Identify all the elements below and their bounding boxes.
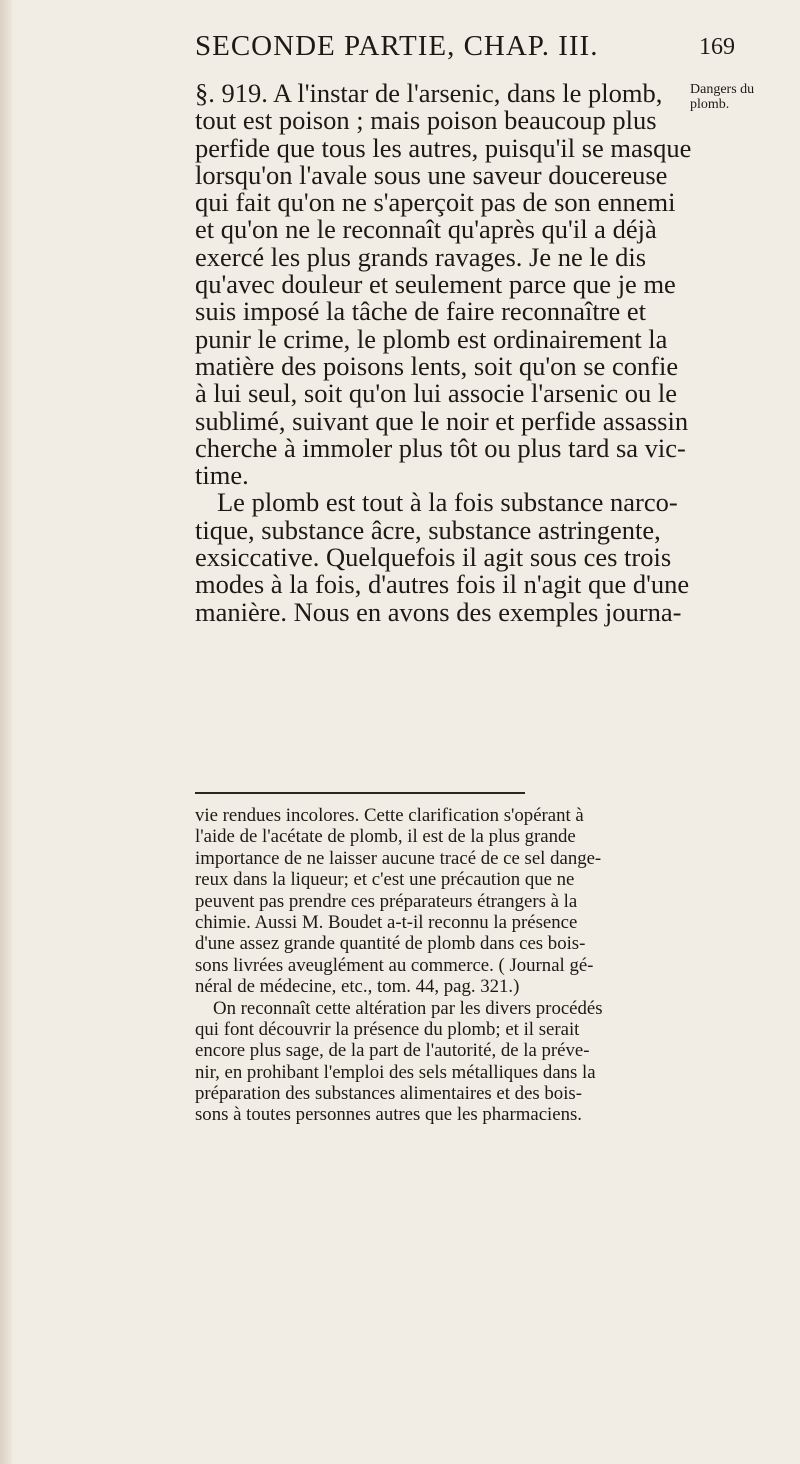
page-binding-edge bbox=[0, 0, 12, 1464]
footnote-line: d'une assez grande quantité de plomb dans ces bois- bbox=[195, 933, 586, 955]
text-line: time. bbox=[195, 460, 249, 491]
footnote bbox=[195, 805, 755, 1126]
footnote-line: chimie. Aussi M. Boudet a-t-il reconnu la présence bbox=[195, 911, 578, 933]
text-line: manière. Nous en avons des exemples journa- bbox=[195, 596, 682, 627]
footnote-line: qui font découvrir la présence du plomb; et il serait bbox=[195, 1018, 580, 1040]
page-number: 169 bbox=[699, 34, 735, 60]
footnote-line: importance de ne laisser aucune tracé de ce sel dange- bbox=[195, 847, 602, 869]
footnote-line: l'aide de l'acétate de plomb, il est de la plus grande bbox=[195, 826, 576, 848]
footnote-line: nir, en prohibant l'emploi des sels métalliques dans la bbox=[195, 1061, 596, 1083]
footnote-line: sons à toutes personnes autres que les pharmaciens. bbox=[195, 1104, 582, 1126]
footnote-line: sons livrées aveuglément au commerce. ( Journal gé- bbox=[195, 954, 594, 976]
page-header bbox=[195, 30, 755, 66]
footnote-line: néral de médecine, etc., tom. 44, pag. 321.) bbox=[195, 976, 520, 998]
main-text bbox=[195, 80, 755, 626]
text-line: Le plomb est tout à la fois substance narco- bbox=[217, 487, 678, 518]
text-line: lorsqu'on l'avale sous une saveur doucereuse bbox=[195, 159, 668, 190]
text-line: qu'avec douleur et seulement parce que je me bbox=[195, 269, 676, 300]
margin-note-line: Dangers du bbox=[690, 82, 755, 97]
text-line: sublimé, suivant que le noir et perfide assassin bbox=[195, 405, 689, 436]
margin-note-line: plomb. bbox=[690, 97, 730, 112]
text-line: exsiccative. Quelquefois il agit sous ces trois bbox=[195, 542, 672, 573]
footnote-line: On reconnaît cette altération par les divers procédés bbox=[213, 997, 603, 1019]
text-line: cherche à immoler plus tôt ou plus tard sa vic- bbox=[195, 432, 686, 463]
footnote-rule bbox=[195, 792, 525, 794]
running-head: SECONDE PARTIE, CHAP. III. bbox=[195, 30, 599, 62]
text-line: §. 919. A l'instar de l'arsenic, dans le plomb, bbox=[195, 78, 663, 108]
footnote-line: vie rendues incolores. Cette clarification s'opérant à bbox=[195, 805, 584, 826]
text-line: exercé les plus grands ravages. Je ne le dis bbox=[195, 241, 647, 272]
text-line: à lui seul, soit qu'on lui associe l'arsenic ou le bbox=[195, 378, 678, 409]
text-line: perfide que tous les autres, puisqu'il se masque bbox=[195, 132, 692, 163]
footnote-line: reux dans la liqueur; et c'est une précaution que ne bbox=[195, 869, 575, 891]
text-line: qui fait qu'on ne s'aperçoit pas de son ennemi bbox=[195, 187, 676, 218]
footnote-line: encore plus sage, de la part de l'autorité, de la préve- bbox=[195, 1040, 590, 1062]
text-line: et qu'on ne le reconnaît qu'après qu'il a déjà bbox=[195, 214, 657, 245]
text-line: modes à la fois, d'autres fois il n'agit que d'une bbox=[195, 569, 690, 600]
text-line: tique, substance âcre, substance astringente, bbox=[195, 514, 661, 545]
text-line: matière des poisons lents, soit qu'on se confie bbox=[195, 350, 679, 381]
footnote-line: préparation des substances alimentaires et des bois- bbox=[195, 1083, 582, 1105]
text-line: tout est poison ; mais poison beaucoup plus bbox=[195, 105, 657, 136]
text-line: suis imposé la tâche de faire reconnaître et bbox=[195, 296, 647, 327]
text-line: punir le crime, le plomb est ordinairement la bbox=[195, 323, 668, 354]
footnote-line: peuvent pas prendre ces préparateurs étrangers à la bbox=[195, 890, 578, 912]
